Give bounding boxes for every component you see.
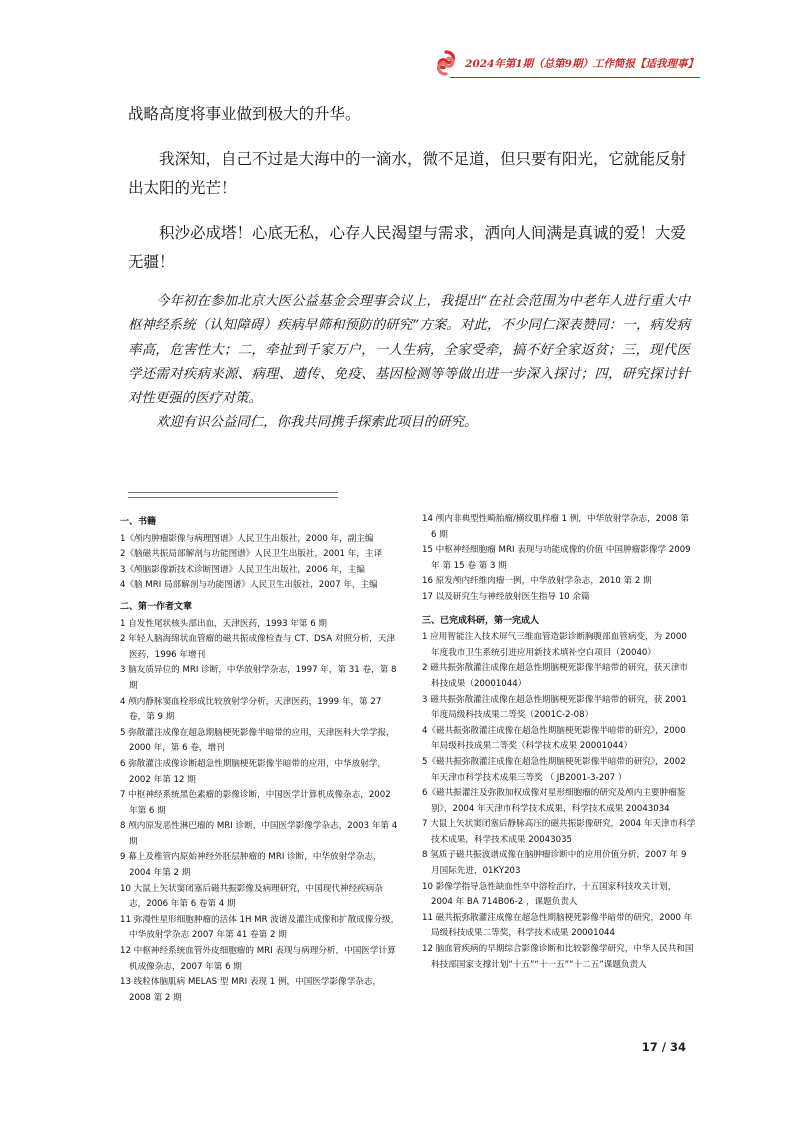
- header-divider: [450, 77, 700, 78]
- project-item: 8 氢质子磁共振波谱成像在脑肿瘤诊断中的应用价值分析，2007 年 9 月国际先进，01KY203: [422, 850, 687, 877]
- project-item: 3 磁共振弥散灌注成像在超急性期脑梗死影像半暗带的研究，获 2001 年度局级科技成果二等奖（2001C-2-08）: [422, 694, 687, 721]
- project-item: 6《磁共振灌注及弥散加权成像对星形细胞瘤的研究及颅内主要肿瘤鉴别》，2004 年天津市科学技术成果，科学技术成果 20043034: [422, 788, 686, 814]
- essay-paragraph: 我深知，自己不过是大海中的一滴水，微不足道，但只要有阳光，它就能反射出太阳的光芒！: [128, 150, 687, 197]
- project-item: 5《磁共振弥散灌注成像在超急性期脑梗死影像半暗带的研究》，2002 年天津市科学技术成果三等奖 （ JB2001-3-207 ）: [422, 756, 686, 783]
- references-left-column: [120, 512, 400, 1006]
- proposal-paragraph: 欢迎有识公益同仁，你我共同携手探索此项目的研究。: [156, 415, 478, 431]
- projects-heading: 三、已完成科研，第一完成人: [422, 615, 540, 626]
- article-item: 8 颅内原发恶性淋巴瘤的 MRI 诊断，中国医学影像学杂志，2003 年第 4 期: [120, 821, 398, 847]
- project-item: 1 应用智能注入技术屏气三维血管造影诊断胸腹部血管病变，为 2000 年度我市卫生系统引进应用新技术填补空白项目（20040）: [422, 632, 687, 658]
- essay-paragraph: 积沙必成塔！心底无私，心存人民渴望与需求，洒向人间满是真诚的爱！大爱无疆！: [128, 224, 687, 271]
- article-item: 14 颅内非典型性畸胎瘤/横纹肌样瘤 1 例，中华放射学杂志，2008 第 6 期: [422, 514, 689, 540]
- article-item: 1 自发性尾状核头部出血，天津医药，1993 年第 6 期: [120, 618, 328, 629]
- book-item: 3《颅脑影像新技术诊断图谱》人民卫生出版社，2006 年，主编: [120, 564, 365, 575]
- page-number: 17 / 34: [641, 1040, 686, 1054]
- books-heading: 一、书籍: [120, 517, 157, 527]
- section-divider: [128, 492, 338, 493]
- project-item: 11 磁共振弥散灌注成像在超急性期脑梗死影像半暗带的研究，2000 年局级科技成果二等奖，科学技术成果 20001044: [422, 912, 693, 939]
- article-item: 12 中枢神经系统血管外皮细胞瘤的 MRI 表现与病理分析，中国医学计算机成像杂志，2007 年第 6 期: [120, 946, 396, 972]
- project-item: 10 影像学指导急性缺血性卒中溶栓治疗，十五国家科技攻关计划，2004 年 BA 714B06-2 ，课题负责人: [422, 881, 677, 908]
- proposal-block: [128, 290, 690, 436]
- article-item: 4 颅内静脉窦血栓形成比较放射学分析，天津医药，1999 年，第 27 卷，第 9 期: [120, 696, 382, 723]
- section-divider: [128, 497, 338, 498]
- article-item: 11 弥漫性星形细胞肿瘤的活体 1H MR 波谱及灌注成像和扩散成像分级，中华放射学杂志 2007 年第 41 卷第 2 期: [120, 914, 400, 941]
- article-item: 13 线粒体脑肌病 MELAS 型 MRI 表现 1 例，中国医学影像学杂志，2008 第 2 期: [120, 977, 382, 1003]
- article-item: 3 脑友质异位的 MRI 诊断，中华放射学杂志，1997 年，第 31 卷，第 8 期: [120, 665, 397, 691]
- article-item: 2 年轻人脑海绵状血管瘤的磁共振成像检查与 CT、DSA 对照分析，天津医药，1996 年增刊: [120, 634, 396, 660]
- article-item: 10 大鼠上矢状窦闭塞后磁共振影像及病理研究，中国现代神经疾病杂志，2006 年第 6 卷第 4 期: [120, 883, 383, 910]
- book-item: 1《颅内肿瘤影像与病理图谱》人民卫生出版社，2000 年，副主编: [120, 533, 374, 544]
- organization-logo: [433, 50, 459, 76]
- article-item: 17 以及研究生与神经放射医生指导 10 余篇: [422, 591, 590, 602]
- article-item: 5 弥散灌注成像在超急期脑梗死影像半暗带的应用，天津医科大学学报，2000 年，第 6 卷，增刊: [120, 727, 395, 754]
- page-header: [433, 48, 698, 78]
- article-item: 16 原发颅内纤维肉瘤一例，中华放射学杂志，2010 第 2 期: [422, 576, 652, 587]
- references-right-column: [422, 512, 696, 973]
- article-item: 9 幕上及椎管内原始神经外胚层肿瘤的 MRI 诊断，中华放射学杂志，2004 年第 2 期: [120, 852, 382, 879]
- project-item: 2 磁共振弥散灌注成像在超急性期脑梗死影像半暗带的研究，获天津市科技成果（20001044）: [422, 663, 689, 689]
- project-item: 7 大鼠上矢状窦闭塞后静脉高压的磁共振影像研究，2004 年天津市科学技术成果，科学技术成果 20043035: [422, 819, 696, 845]
- book-item: 4《脑 MRI 局部解剖与功能图谱》人民卫生出版社，2007 年，主编: [120, 580, 378, 591]
- project-item: 4《磁共振弥散灌注成像在超急性期脑梗死影像半暗带的研究》，2000 年局级科技成果二等奖（科学技术成果 20001044）: [422, 725, 686, 752]
- newsletter-title: 2024年第1期（总第9期）工作简报【适我理事】: [465, 57, 698, 70]
- essay-body: [128, 100, 688, 293]
- articles-heading: 二、第一作者文章: [120, 601, 193, 612]
- proposal-paragraph: 今年初在参加北京大医公益基金会理事会议上，我提出“在社会范围为中老年人进行重大中枢神经系统（认知障碍）疾病早筛和预防的研究”方案。对此，不少同仁深表赞同：一，病发病率高，危害性大；二，牵扯到千家万户，一人生病，全家受牵，搞不好全家返贫；三，现代医学还需对疾病来源、病理、遗传、免疫、基因检测等等做出进一步深入探讨；四，研究探讨针对性更强的医疗对策。: [128, 294, 690, 407]
- essay-paragraph: 战略高度将事业做到极大的升华。: [128, 105, 361, 123]
- project-item: 12 脑血管疾病的早期综合影像诊断和比较影像学研究，中华人民共和国科技部国家支撑计划“十五”“十一五”“十二五”课题负责人: [422, 944, 694, 970]
- article-item: 7 中枢神经系统黑色素瘤的影像诊断，中国医学计算机成像杂志，2002 年第 6 期: [120, 790, 391, 816]
- article-item: 15 中枢神经细胞瘤 MRI 表现与功能成像的价值 中国肿瘤影像学 2009 年 第 15 卷 第 3 期: [422, 545, 691, 571]
- article-item: 6 弥散灌注成像诊断超急性期脑梗死影像半暗带的应用，中华放射学，2002 年第 12 期: [120, 758, 387, 785]
- book-item: 2《脑磁共振局部解剖与功能图谱》人民卫生出版社，2001 年，主译: [120, 549, 383, 560]
